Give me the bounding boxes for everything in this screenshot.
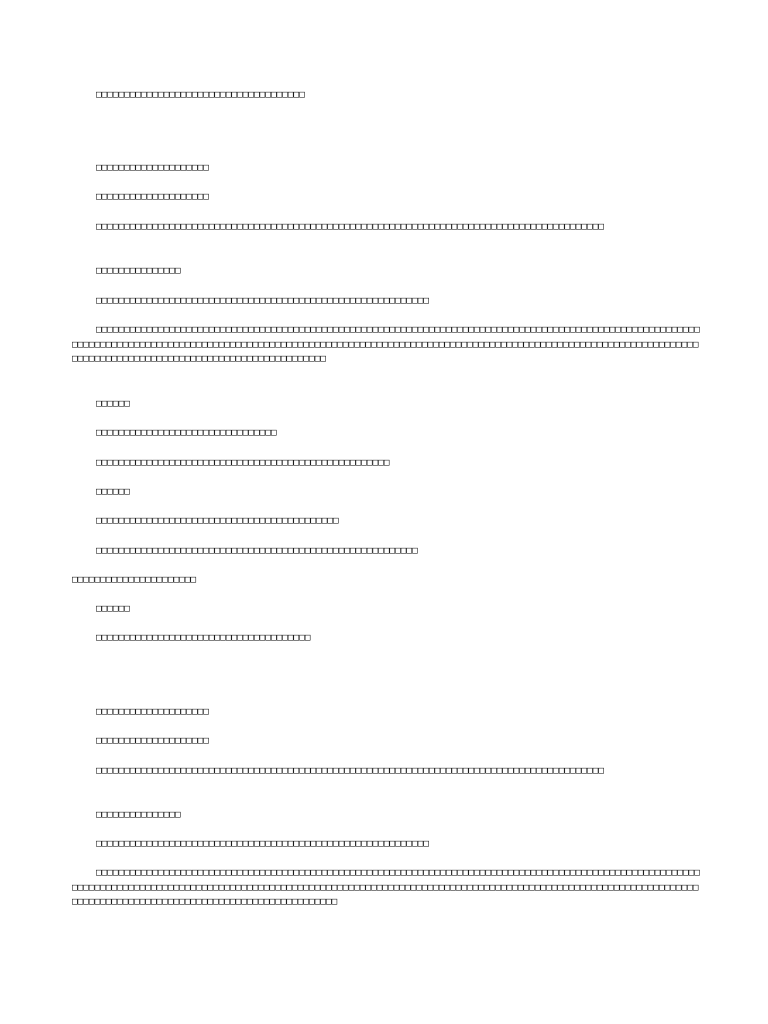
paragraph: □□□□□□□□□□□□□□□□□□□□□□□□□□□□□□□□□□□□□□□□□□□□□□□□□□□□□□□□□□□□□□□□□□□□□□□□□□□□□□□□□□□□□□□□□□ <box>96 221 604 232</box>
heading-line: □□□□□□□□□□□□□□□□□□□□□□□□□□□□□□□□□□□□□ <box>96 89 305 100</box>
text-line: □□□□□□□□□□□□□□□ <box>96 809 181 820</box>
text-line: □□□□□□□□□□□□□□□□□□□□□□□□□□□□□□□□□□□□□□□□□□□□□□□□□□□□□□□□□□□ <box>96 838 430 849</box>
text-line: □□□□□□□□□□□□□□□□□□□□□□□□□□□□□□□□□□□□□□ <box>96 632 311 643</box>
text-line: □□□□□□□□□□□□□□□□□□□□□□□□□□□□□□□□□□□□□□□□□□□ <box>96 515 339 526</box>
text-line: □□□□□□□□□□□□□□□□□□□□ <box>96 191 209 202</box>
paragraph: □□□□□□□□□□□□□□□□□□□□□□□□□□□□□□□□□□□□□□□□□□□□□□□□□□□□□□□□□□□□□□□□□□□□□□□□□□□□□□□□□□□□□□□□□□□□□□□□□□□□□□□□□□□□□□□□□□□□□□□□□□□□□□□□□□□□□□□□□□□□□□□□□□□□□□□□□□□□□□□□□□□□□□□□□□□□□□□□□□□□□□□□□□□□□□□□□□□□□□□□□□□□□□□□□□□□□□□□□□□□□□□□□□□□□□□□□□□□□□□□□□□□□□□□□□□□□□□□□□□□□□□□□ <box>72 867 700 908</box>
section-label: □□□□□□ <box>96 603 130 614</box>
text-line: □□□□□□□□□□□□□□□□□□□□ <box>96 735 209 746</box>
paragraph: □□□□□□□□□□□□□□□□□□□□□□□□□□□□□□□□□□□□□□□□□□□□□□□□□□□□□□□□□□□□□□□□□□□□□□□□□□□□□□□□□□□□□□□□□□□□□□□□□□□□□□□□□□□□□□□□□□□□□□□□□□□□□□□□□□□□□□□□□□□□□□□□□□□□□□□□□□□□□□□□□□□□□□□□□□□□□□□□□□□□□□□□□□□□□□□□□□□□□□□□□□□□□□□□□□□□□□□□□□□□□□□□□□□□□□□□□□□□□□□□□□□□□□□□□□□□□□□□□□□□□□□ <box>72 324 700 365</box>
text-line: □□□□□□□□□□□□□□□□□□□□□□□□□□□□□□□□□□□□□□□□□□□□□□□□□□□□□□□□□ <box>96 545 418 556</box>
paragraph: □□□□□□□□□□□□□□□□□□□□□□□□□□□□□□□□□□□□□□□□□□□□□□□□□□□□□□□□□□□□□□□□□□□□□□□□□□□□□□□□□□□□□□□□□□ <box>96 765 604 776</box>
text-line: □□□□□□□□□□□□□□□ <box>96 265 181 276</box>
section-label: □□□□□□ <box>96 398 130 409</box>
text-line: □□□□□□□□□□□□□□□□□□□□□□□□□□□□□□□□□□□□□□□□□□□□□□□□□□□□ <box>96 457 390 468</box>
text-line: □□□□□□□□□□□□□□□□□□□□□□□□□□□□□□□□ <box>96 427 277 438</box>
text-line: □□□□□□□□□□□□□□□□□□□□□□ <box>72 574 197 585</box>
section-label: □□□□□□ <box>96 486 130 497</box>
text-line: □□□□□□□□□□□□□□□□□□□□□□□□□□□□□□□□□□□□□□□□□□□□□□□□□□□□□□□□□□□ <box>96 295 430 306</box>
text-line: □□□□□□□□□□□□□□□□□□□□ <box>96 706 209 717</box>
text-line: □□□□□□□□□□□□□□□□□□□□ <box>96 162 209 173</box>
